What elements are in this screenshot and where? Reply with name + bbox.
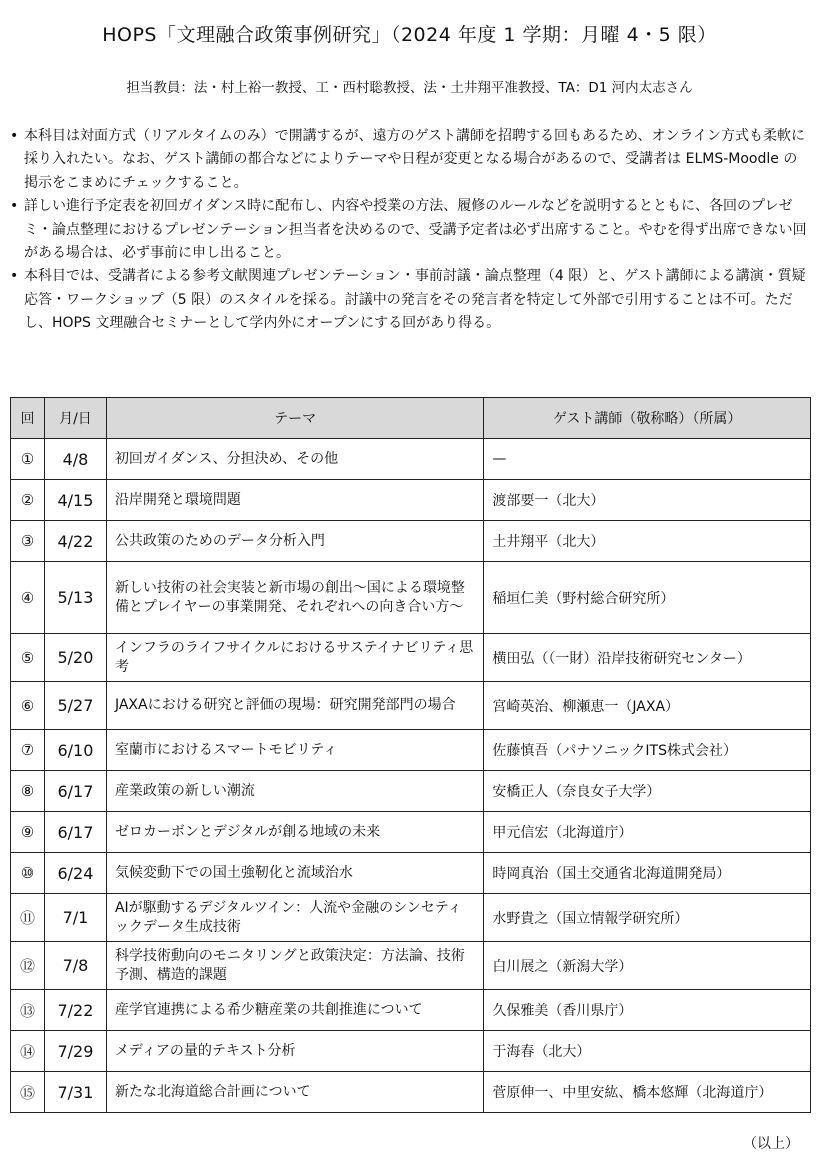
header-date: 月/日 [44,398,106,439]
bullet-icon: • [10,198,19,215]
session-date: 5/13 [44,562,106,634]
table-row [11,1072,811,1113]
session-theme: メディアの量的テキスト分析 [106,1031,483,1072]
note-item [10,125,810,195]
table-row [11,771,811,812]
end-mark: （以上） [743,1136,799,1152]
session-number: ⑭ [11,1031,45,1072]
session-number: ⑮ [11,1072,45,1113]
table-row [11,894,811,942]
session-theme: 新たな北海道総合計画について [106,1072,483,1113]
session-theme: AIが駆動するデジタルツイン：人流や金融のシンセティックデータ生成技術 [106,894,483,942]
table-row [11,562,811,634]
session-theme: 沿岸開発と環境問題 [106,480,483,521]
session-number: ① [11,439,45,480]
table-row [11,634,811,682]
note-text: 詳しい進行予定表を初回ガイダンス時に配布し、内容や授業の方法、履修のルールなどを説明するとともに、各回のプレゼミ・論点整理におけるプレゼンテーション担当者を決めるので、受講予定者は必ず出席すること。やむを得ず出席できない回がある場合は、必ず事前に申し出ること。 [24,198,807,262]
table-row [11,480,811,521]
session-number: ⑬ [11,990,45,1031]
table-row [11,942,811,990]
session-theme: 室蘭市におけるスマートモビリティ [106,730,483,771]
session-guest: 佐藤慎吾（パナソニックITS株式会社） [484,730,811,771]
session-number: ⑤ [11,634,45,682]
session-guest: — [484,439,811,480]
header-theme: テーマ [106,398,483,439]
session-guest: 白川展之（新潟大学） [484,942,811,990]
session-number: ⑦ [11,730,45,771]
session-guest: 渡部要一（北大） [484,480,811,521]
header-guest: ゲスト講師（敬称略）（所属） [484,398,811,439]
session-date: 6/24 [44,853,106,894]
session-date: 6/10 [44,730,106,771]
session-guest: 稲垣仁美（野村総合研究所） [484,562,811,634]
table-row [11,990,811,1031]
table-row [11,1031,811,1072]
session-date: 4/8 [44,439,106,480]
document-title: HOPS「文理融合政策事例研究」（2024 年度 1 学期：月曜 4・5 限） [102,24,717,46]
table-row [11,521,811,562]
note-text: 本科目は対面方式（リアルタイムのみ）で開講するが、遠方のゲスト講師を招聘する回もあるため、オンライン方式も柔軟に採り入れたい。なお、ゲスト講師の都合などによりテーマや日程が変更となる場合があるので、受講者は ELMS-Moodle の掲示をこまめにチェックすること。 [24,128,806,191]
session-theme: インフラのライフサイクルにおけるサステイナビリティ思考 [106,634,483,682]
session-number: ⑫ [11,942,45,990]
session-date: 5/27 [44,682,106,730]
session-number: ⑪ [11,894,45,942]
session-theme: 新しい技術の社会実装と新市場の創出～国による環境整備とプレイヤーの事業開発、それぞれへの向き合い方～ [106,562,483,634]
session-date: 7/29 [44,1031,106,1072]
session-date: 4/15 [44,480,106,521]
session-theme: 科学技術動向のモニタリングと政策決定：方法論、技術予測、構造的課題 [106,942,483,990]
session-guest: 甲元信宏（北海道庁） [484,812,811,853]
session-guest: 水野貴之（国立情報学研究所） [484,894,811,942]
session-number: ③ [11,521,45,562]
session-theme: 気候変動下での国土強靭化と流域治水 [106,853,483,894]
session-date: 6/17 [44,812,106,853]
session-guest: 菅原伸一、中里安紘、橋本悠輝（北海道庁） [484,1072,811,1113]
table-header-row [11,398,811,439]
session-number: ⑩ [11,853,45,894]
session-guest: 久保雅美（香川県庁） [484,990,811,1031]
session-number: ② [11,480,45,521]
session-theme: 初回ガイダンス、分担決め、その他 [106,439,483,480]
session-number: ⑧ [11,771,45,812]
session-guest: 安橋正人（奈良女子大学） [484,771,811,812]
session-guest: 土井翔平（北大） [484,521,811,562]
header-session: 回 [11,398,45,439]
session-number: ④ [11,562,45,634]
session-theme: JAXAにおける研究と評価の現場：研究開発部門の場合 [106,682,483,730]
session-guest: 横田弘（（一財）沿岸技術研究センター） [484,634,811,682]
session-date: 5/20 [44,634,106,682]
table-row [11,812,811,853]
note-text: 本科目では、受講者による参考文献関連プレゼンテーション・事前討議・論点整理（4 限）と、ゲスト講師による講演・質疑応答・ワークショップ（5 限）のスタイルを採る。討議中の発言をその発言者を特定して外部で引用することは不可。ただし、HOPS 文理融合セミナーとして学内外にオープンにする回があり得る。 [24,268,806,332]
session-theme: ゼロカーボンとデジタルが創る地域の未来 [106,812,483,853]
session-date: 7/22 [44,990,106,1031]
table-row [11,439,811,480]
note-item [10,265,810,335]
table-row [11,730,811,771]
session-theme: 公共政策のためのデータ分析入門 [106,521,483,562]
session-theme: 産学官連携による希少糖産業の共創推進について [106,990,483,1031]
instructors-line: 担当教員：法・村上裕一教授、工・西村聡教授、法・土井翔平准教授、TA：D1 河内太志さん [126,80,693,96]
session-number: ⑨ [11,812,45,853]
session-date: 7/8 [44,942,106,990]
bullet-icon: • [10,128,19,144]
session-theme: 産業政策の新しい潮流 [106,771,483,812]
session-date: 4/22 [44,521,106,562]
session-date: 7/1 [44,894,106,942]
schedule-table [10,397,811,1113]
session-date: 6/17 [44,771,106,812]
session-guest: 于海春（北大） [484,1031,811,1072]
notes-list [10,125,810,336]
session-guest: 宮崎英治、柳瀬恵一（JAXA） [484,682,811,730]
table-row [11,853,811,894]
table-row [11,682,811,730]
session-number: ⑥ [11,682,45,730]
session-guest: 時岡真治（国土交通省北海道開発局） [484,853,811,894]
note-item [10,195,810,265]
bullet-icon: • [10,268,19,285]
session-date: 7/31 [44,1072,106,1113]
